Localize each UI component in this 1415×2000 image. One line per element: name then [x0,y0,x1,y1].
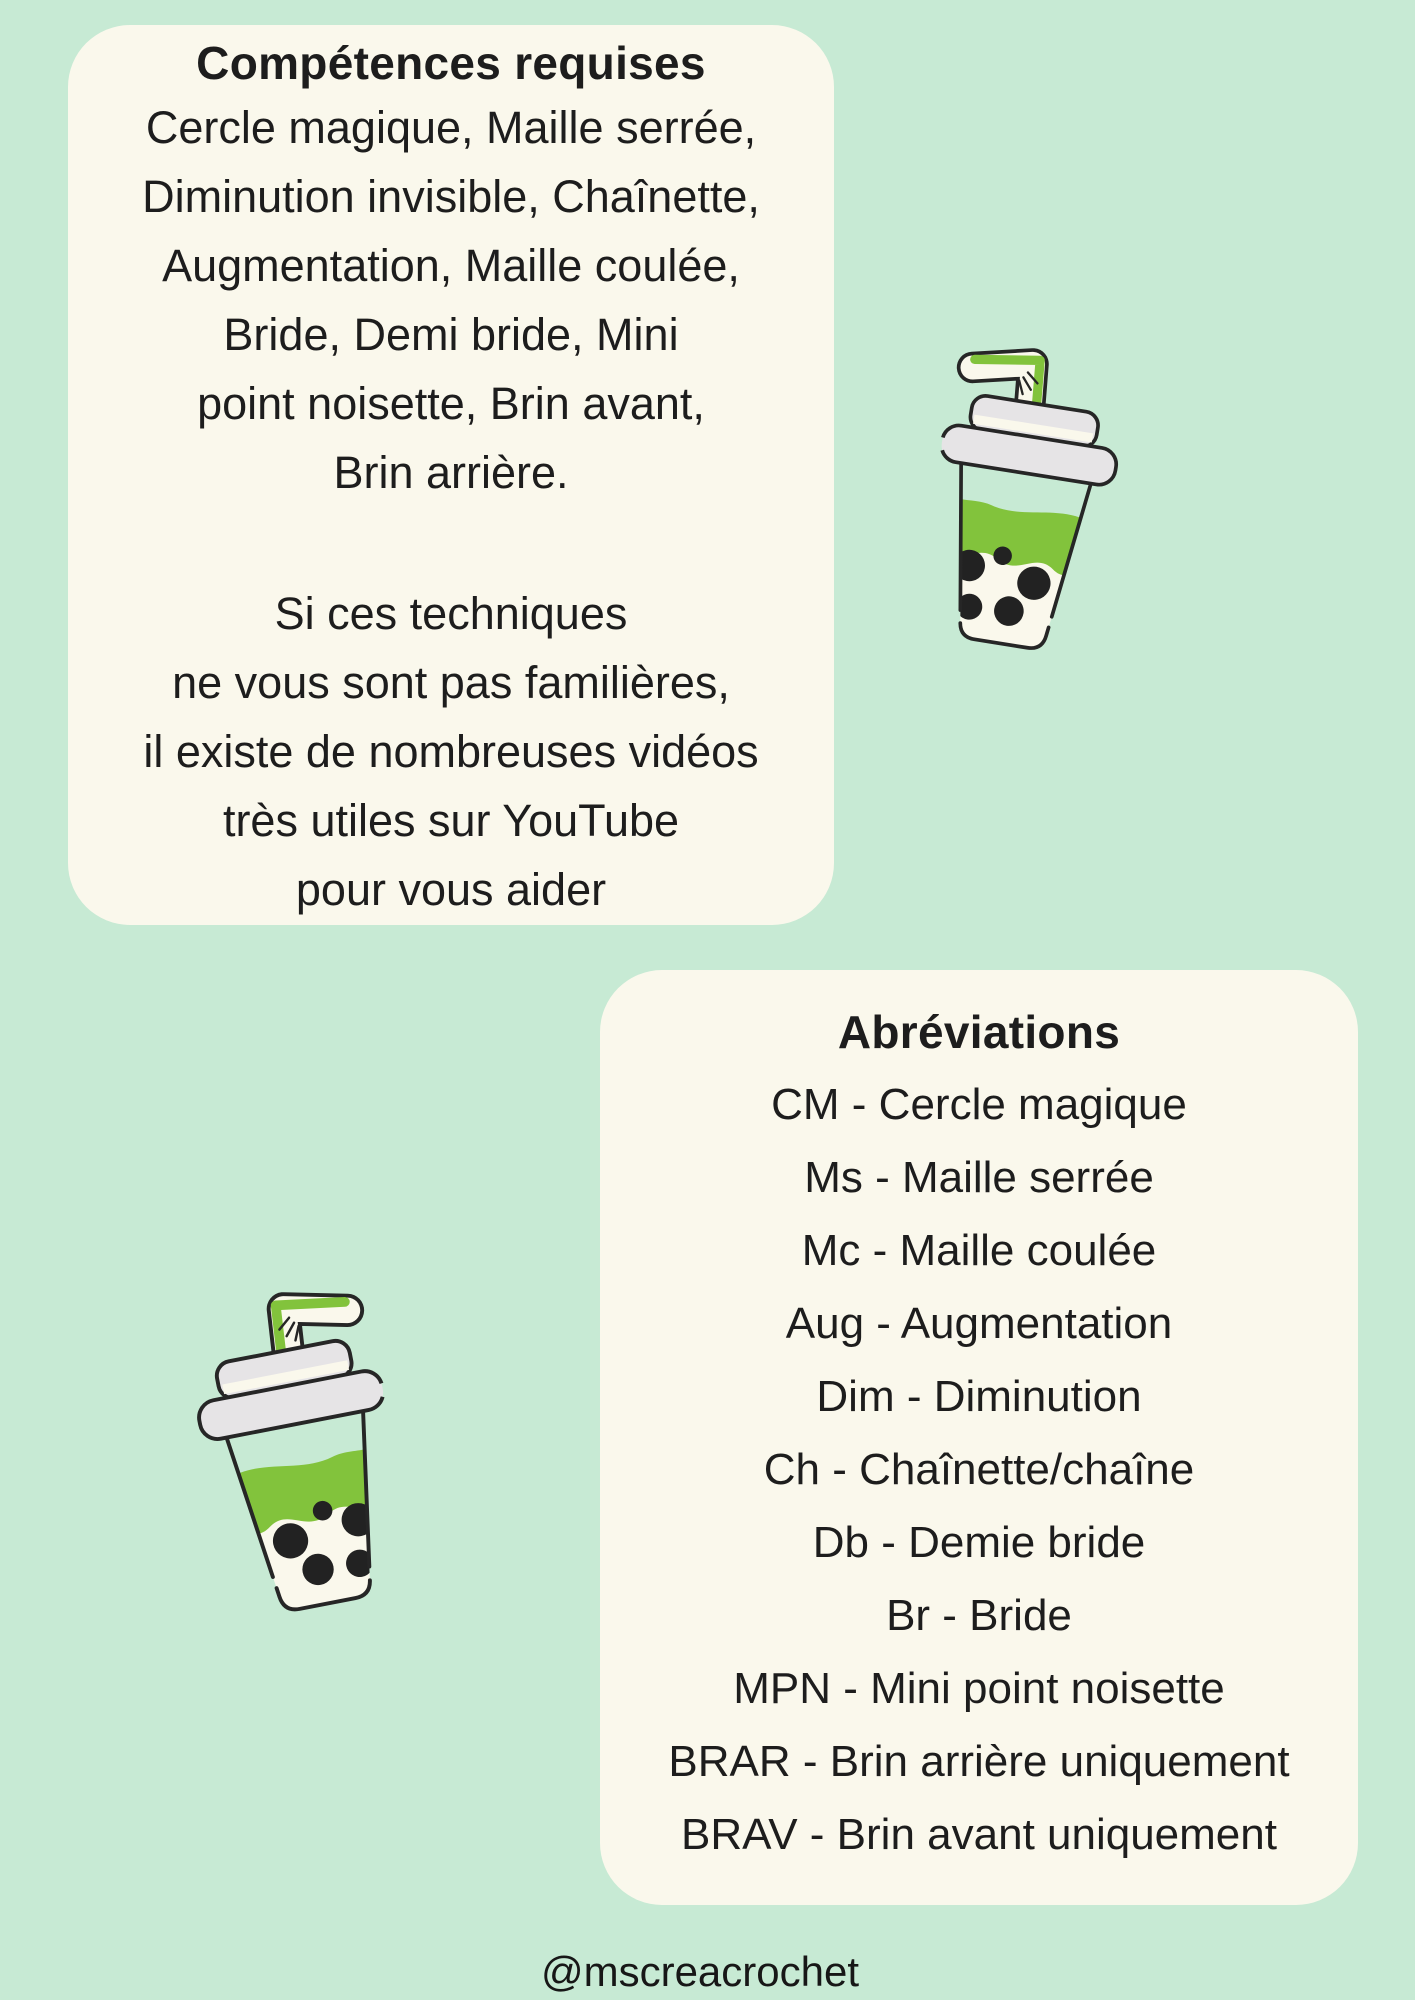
abbreviations-card [600,970,1358,1905]
abbreviation-item: Ch - Chaînette/chaîne [763,1445,1195,1494]
abbreviations-list [600,1068,1358,1871]
bubble-tea-cup-icon [890,305,1163,678]
skills-card [68,25,834,925]
abbreviation-item: Db - Demie bride [812,1518,1146,1567]
abbreviation-item: BRAR - Brin arrière uniquement [668,1737,1290,1786]
skills-note [68,579,834,924]
note-line: très utiles sur YouTube [222,795,680,846]
abbreviation-item: Ms - Maille serrée [804,1153,1154,1202]
note-line: Si ces techniques [274,588,628,639]
instagram-handle: @mscreacrochet [540,1948,860,1995]
skills-line: Brin arrière. [333,447,569,498]
skills-card-title: Compétences requises [196,37,706,89]
abbreviation-item: BRAV - Brin avant uniquement [681,1810,1277,1859]
note-line: ne vous sont pas familières, [172,657,730,708]
abbreviation-item: Mc - Maille coulée [801,1226,1157,1275]
skills-line: Cercle magique, Maille serrée, [145,102,757,153]
abbreviation-item: MPN - Mini point noisette [733,1664,1225,1713]
note-line: pour vous aider [295,864,607,915]
spacer [68,507,834,579]
abbreviation-item: Dim - Diminution [816,1372,1142,1421]
bubble-tea-cup-icon [146,1243,446,1643]
skills-list [68,93,834,507]
abbreviations-card-title: Abréviations [837,1006,1121,1058]
abbreviation-item: Aug - Augmentation [785,1299,1173,1348]
abbreviation-item: CM - Cercle magique [771,1080,1187,1129]
skills-line: point noisette, Brin avant, [197,378,705,429]
abbreviation-item: Br - Bride [886,1591,1072,1640]
note-line: il existe de nombreuses vidéos [143,726,759,777]
skills-line: Diminution invisible, Chaînette, [142,171,760,222]
skills-line: Augmentation, Maille coulée, [162,240,740,291]
skills-line: Bride, Demi bride, Mini [223,309,679,360]
